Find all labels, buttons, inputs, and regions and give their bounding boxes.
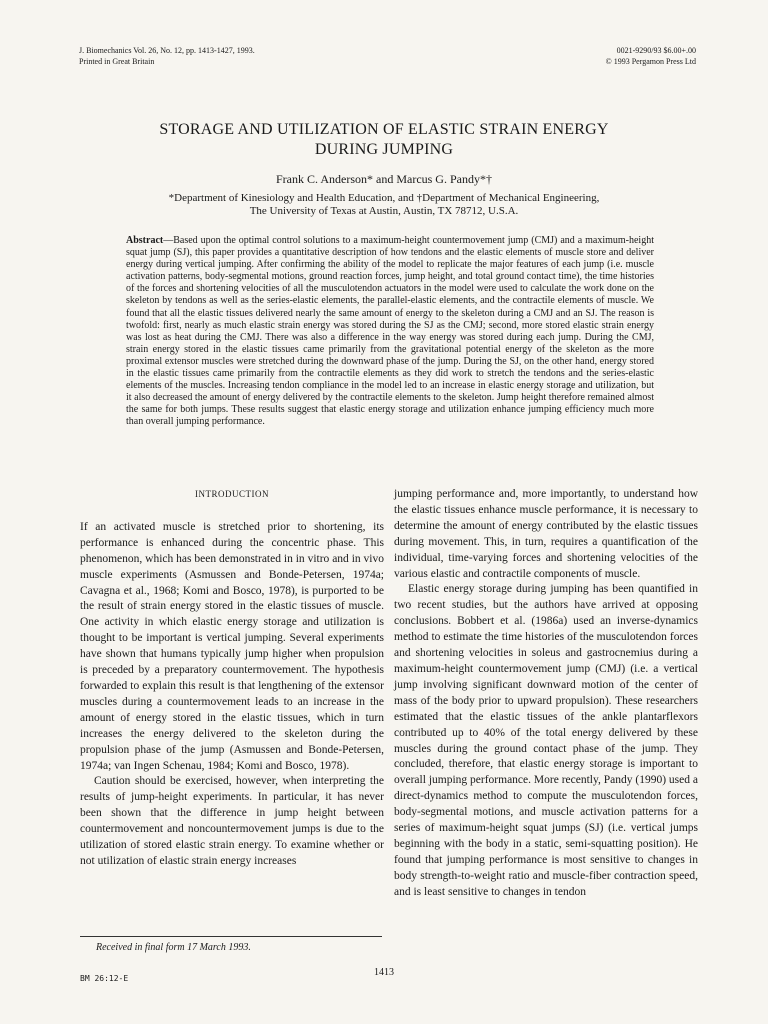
- paragraph: Elastic energy storage during jumping has been quantified in two recent studies, but the authors have arrived at opposing conclusions. Bobbert et al. (1986a) used an inverse-dynamics method to estimate the time histories of the musculotendon forces and shortening velocities in soleus and gastrocnemius during a maximum-height countermovement jump (CMJ) (i.e. a vertical jump involving significant downward motion of the center of mass of the body prior to upward propulsion). These researchers estimated that the elastic tissues of the ankle plantarflexors contributed up to 40% of the total energy delivered by these muscles during the ground contact phase of the jump. They concluded, therefore, that elastic energy storage is important to overall jumping performance. More recently, Pandy (1990) used a direct-dynamics method to compute the musculotendon forces, body-segmental motions, and muscle activation patterns for a series of maximum-height squat jumps (SJ) (i.e. vertical jumps beginning with the body in a static, semi-squatting position). He found that jumping performance is most sensitive to changes in body strength-to-weight ratio and muscle-fiber contraction speed, and is least sensitive to changes in tendon: [394, 583, 698, 898]
- paragraph: jumping performance and, more importantly, to understand how the elastic tissues enhance muscle performance, it is necessary to determine the amount of energy contributed by the elastic tissues during movement. This, in turn, requires a quantification of the individual, time-varying forces and shortening velocities of the various elastic and contractile components of muscle.: [394, 488, 698, 580]
- title-line-1: STORAGE AND UTILIZATION OF ELASTIC STRAIN ENERGY: [159, 121, 609, 138]
- received-date: Received in final form 17 March 1993.: [96, 942, 251, 953]
- page-number: 1413: [374, 967, 394, 978]
- abstract-text: —Based upon the optimal control solutions to a maximum-height countermovement jump (CMJ) and a maximum-height squat jump (SJ), this paper provides a quantitative description of how tendons and the elastic elements of muscle store and deliver energy during vertical jumping. After confirming the ability of the model to replicate the major features of each jump (i.e. muscle activation patterns, body-segmental motions, ground reaction forces, jump height, and total ground contact time), the time histories of the forces and shortening velocities of all the musculotendon actuators in the model were used to calculate the work done on the skeleton by tendons as well as the series-elastic elements, the parallel-elastic elements, and the contractile elements of muscle. We found that all the elastic tissues delivered nearly the same amount of energy to the skeleton during a CMJ and an SJ. The reason is twofold: first, nearly as much elastic strain energy was stored during the SJ as the CMJ; second, more stored elastic strain energy was lost as heat during the CMJ. There was also a difference in the way energy was stored during each jump. During the CMJ, strain energy stored in the elastic tissues came primarily from the gravitational potential energy of the skeleton as the more proximal extensor muscles were stretched during the downward phase of the jump. During the SJ, on the other hand, energy stored in the elastic tissues came primarily from the contractile elements as they did work to stretch the tendons and the series-elastic elements of the muscles. Increasing tendon compliance in the model led to an increase in elastic energy storage and utilization, but it also decreased the amount of energy delivered by the contractile elements to the skeleton. Jump height therefore remained almost the same for both jumps. These results suggest that elastic energy storage and utilization enhance jumping efficiency much more than overall jumping performance.: [126, 235, 654, 428]
- paper-title: [80, 120, 688, 160]
- paragraph: If an activated muscle is stretched prior to shortening, its performance is enhanced during the concentric phase. This phenomenon, which has been demonstrated in in vitro and in vivo muscle experiments (Asmussen and Bonde-Petersen, 1974a; Cavagna et al., 1968; Komi and Bosco, 1978), is purported to be the result of strain energy stored in the elastic tissues of muscle. One activity in which elastic energy storage and utilization is thought to be important is vertical jumping. Several experiments have shown that humans typically jump higher when propulsion is preceded by a preparatory countermovement. The hypothesis forwarded to explain this result is that lengthening of the extensor muscles during a countermovement leads to an increase in the amount of energy stored in the elastic tissues, which in turn increases the energy delivered to the skeleton during the propulsion phase of the jump (Asmussen and Bonde-Petersen, 1974a; van Ingen Schenau, 1984; Komi and Bosco, 1978).: [80, 520, 384, 772]
- affiliation-line-1: *Department of Kinesiology and Health Education, and †Department of Mechanical Engineering,: [168, 192, 600, 204]
- abstract-label: Abstract: [126, 235, 164, 246]
- copyright-notice: © 1993 Pergamon Press Ltd: [605, 57, 696, 66]
- affiliation: [100, 192, 668, 218]
- printed-location: Printed in Great Britain: [79, 57, 155, 66]
- affiliation-line-2: The University of Texas at Austin, Austin, TX 78712, U.S.A.: [249, 205, 519, 217]
- section-heading: INTRODUCTION: [195, 489, 269, 499]
- abstract: [126, 235, 654, 429]
- author-list: Frank C. Anderson* and Marcus G. Pandy*†: [276, 172, 492, 186]
- issn-price: 0021-9290/93 $6.00+.00: [616, 46, 696, 55]
- left-column: [80, 487, 384, 870]
- journal-citation: J. Biomechanics Vol. 26, No. 12, pp. 1413-1427, 1993.: [79, 46, 255, 55]
- journal-header: [79, 45, 255, 67]
- bm-code: BM 26:12-E: [80, 974, 129, 983]
- right-column: [394, 487, 698, 901]
- paragraph: Caution should be exercised, however, when interpreting the results of jump-height experiments. In particular, it has never been shown that the difference in jump height between countermovement and noncountermovement jumps is due to the utilization of stored elastic strain energy. To examine whether or not utilization of elastic strain energy increases: [80, 775, 384, 867]
- publisher-header: [606, 45, 696, 67]
- title-line-2: DURING JUMPING: [314, 141, 454, 158]
- footnote-divider: [80, 936, 382, 937]
